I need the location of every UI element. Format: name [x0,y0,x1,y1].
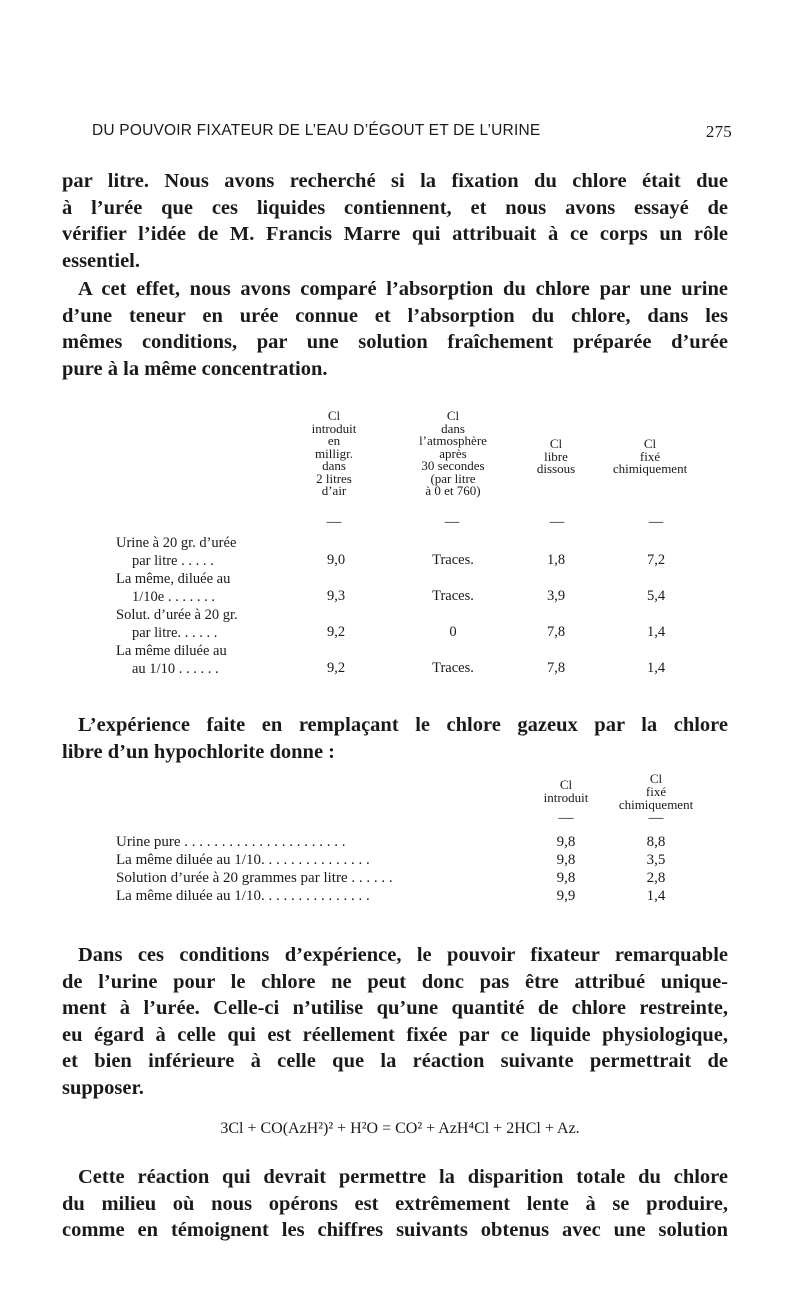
table-cell: 9,0 [326,552,346,568]
col-header-cl-libre: Cl libre dissous [536,436,576,476]
col-header-cl-atmosphere: Cl dans l’atmosphère après 30 secondes (par litre à 0 et 760) [419,408,487,498]
row-label-line: Urine à 20 gr. d’urée [116,535,237,551]
table-cell: 3,9 [546,588,566,604]
table-cell: 1,4 [646,624,666,640]
row-label: La même diluée au 1/10. . . . . . . . . . . . . . . [116,852,370,868]
text-line: d’une teneur en urée connue et l’absorption du chlore, dans les [62,304,728,327]
text-line: par litre. Nous avons recherché si la fixation du chlore était due [62,170,728,192]
page-number: 275 [705,122,732,141]
row-label: Urine pure . . . . . . . . . . . . . . . . . . . . . . [116,834,346,850]
paragraph-4 [62,942,728,1101]
paragraph-5 [62,1164,728,1244]
running-title: DU POUVOIR FIXATEUR DE L’EAU D’ÉGOUT ET DE L’URINE [92,122,541,139]
chemical-equation: 3Cl + CO(AzH²)² + H²O = CO² + AzH⁴Cl + 2HCl + Az. [220,1120,580,1137]
text-line: ment à l’urée. Celle-ci n’utilise qu’une quantité de chlore restreinte, [62,997,728,1019]
col-header-cl-fixe: Cl fixé chimiquement [612,436,688,476]
table-cell: Traces. [432,588,474,604]
col-dash: — [558,810,574,826]
row-label-line: par litre . . . . . [132,553,214,569]
col-dash: — [648,514,664,530]
row-label-line: par litre. . . . . . [132,625,218,641]
col-dash: — [648,810,664,826]
table-cell: 0 [449,624,457,640]
text-line: et bien inférieure à celle que la réaction suivante permettrait de [62,1050,728,1072]
row-label: La même diluée au 1/10. . . . . . . . . . . . . . . [116,888,370,904]
paragraph-1 [62,168,728,274]
text-line: libre d’un hypochlorite donne : [62,740,335,763]
table-cell: 8,8 [646,834,666,850]
paragraph-3 [62,712,728,765]
col-dash: — [326,514,342,530]
row-label: Solution d’urée à 20 grammes par litre . . . . . . [116,870,393,886]
table-cell: 1,8 [546,552,566,568]
paragraph-2 [62,276,728,382]
text-line: essentiel. [62,249,140,272]
col-header-cl-introduit: Cl introduit [543,777,589,805]
table-cell: Traces. [432,552,474,568]
table-cell: 5,4 [646,588,666,604]
table-cell: 9,3 [326,588,346,604]
text-line: comme en témoignent les chiffres suivants obtenus avec une solution [62,1219,728,1241]
table-cell: 7,8 [546,660,566,676]
table-cell: 3,5 [646,852,666,868]
text-line: eu égard à celle qui est réellement fixée par ce liquide physiologique, [62,1023,728,1046]
table-cell: 9,2 [326,624,346,640]
row-label-line: 1/10e . . . . . . . [132,589,215,605]
table-cell: 9,9 [556,888,576,904]
row-label-line: au 1/10 . . . . . . [132,661,219,677]
table-cell: 9,8 [556,834,576,850]
text-line: à l’urée que ces liquides contiennent, et nous avons essayé de [62,196,728,219]
table-cell: 9,8 [556,870,576,886]
text-line: supposer. [62,1076,144,1099]
text-line: vérifier l’idée de M. Francis Marre qui attribuait à ce corps un rôle [62,223,728,245]
running-header [92,122,732,140]
col-dash: — [549,514,565,530]
table-cell: 9,2 [326,660,346,676]
text-line: pure à la même concentration. [62,357,328,380]
col-header-cl-fixe: Cl fixé chimiquement [618,771,694,812]
table-cell: 7,2 [646,552,666,568]
col-header-cl-introduit: Cl introduit en milligr. dans 2 litres d’air [311,408,357,498]
col-dash: — [444,514,460,530]
text-line: de l’urine pour le chlore ne peut donc pas être attribué unique- [62,970,728,993]
text-line: L’expérience faite en remplaçant le chlore gazeux par la chlore [78,714,728,736]
row-label-line: La même, diluée au [116,571,231,587]
table-cell: 7,8 [546,624,566,640]
row-label-line: La même diluée au [116,643,227,659]
table-cell: 9,8 [556,852,576,868]
table-cell: Traces. [432,660,474,676]
table-cell: 2,8 [646,870,666,886]
table-cell: 1,4 [646,660,666,676]
text-line: mêmes conditions, par une solution fraîchement préparée d’urée [62,331,728,353]
text-line: du milieu où nous opérons est extrêmement lente à se produire, [62,1192,728,1215]
text-line: Cette réaction qui devrait permettre la disparition totale du chlore [78,1166,728,1188]
row-label-line: Solut. d’urée à 20 gr. [116,607,238,623]
table-cell: 1,4 [646,888,666,904]
text-line: Dans ces conditions d’expérience, le pouvoir fixateur remarquable [78,944,728,966]
text-line: A cet effet, nous avons comparé l’absorption du chlore par une urine [78,278,728,300]
